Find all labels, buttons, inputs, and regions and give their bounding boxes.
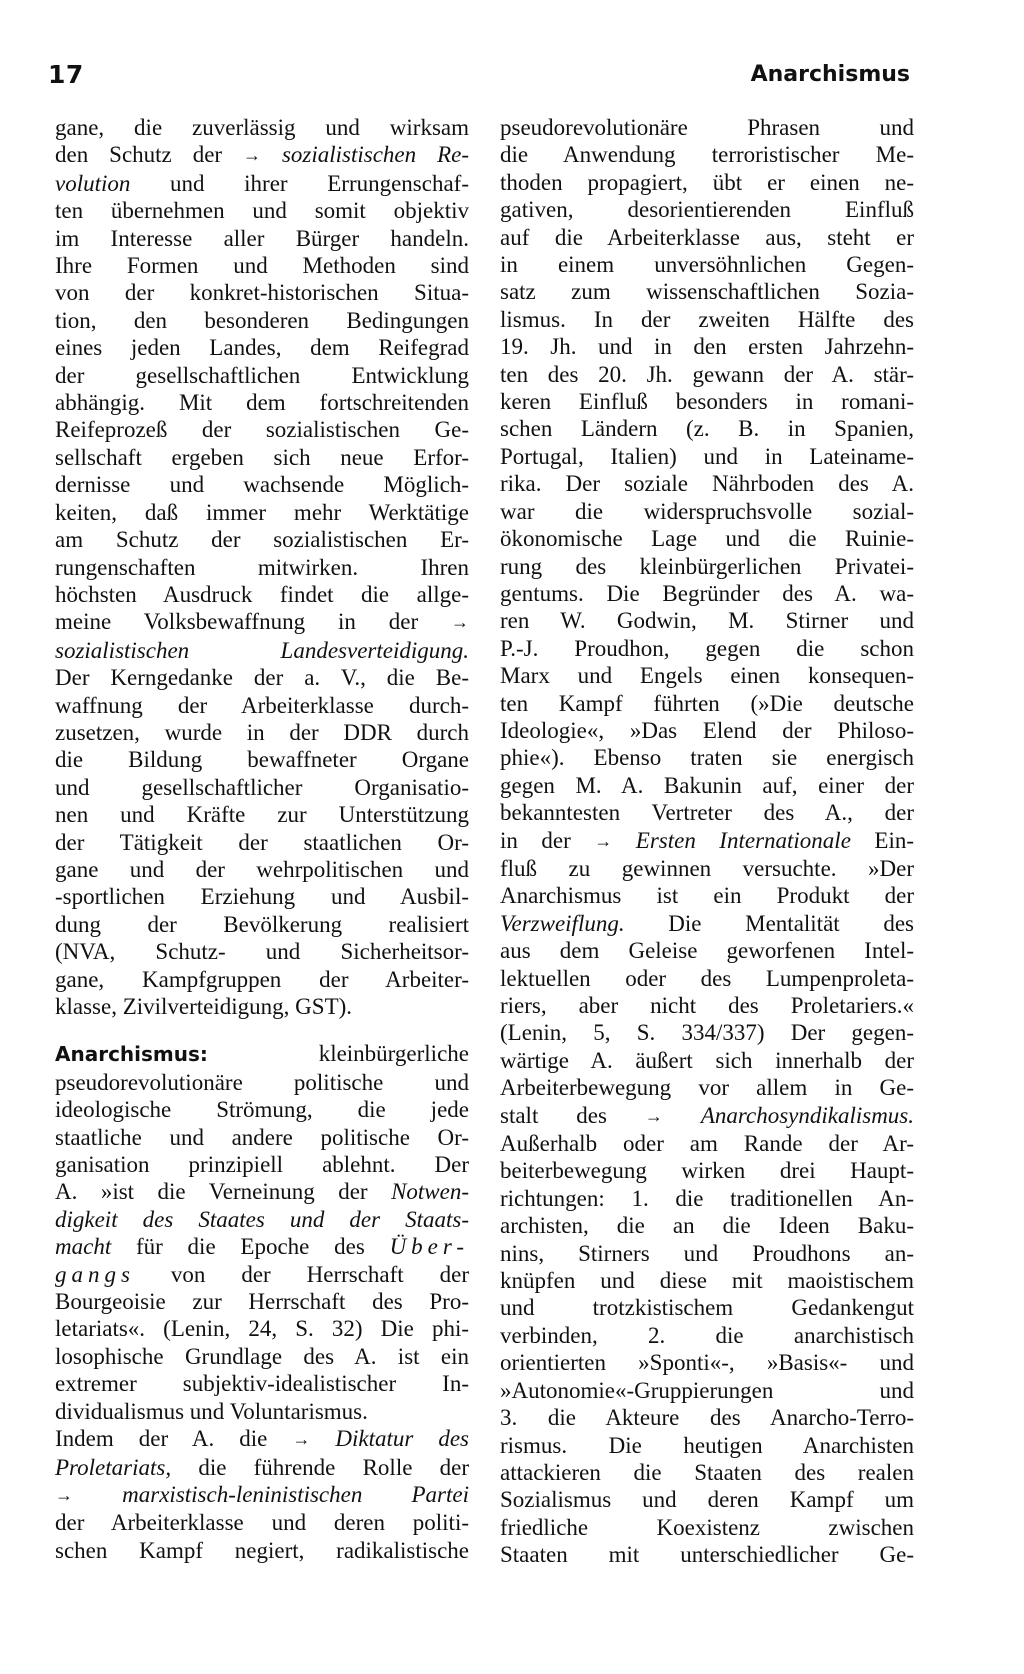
text-line: in einem unversöhnlichen Gegen- bbox=[500, 252, 914, 278]
text-line: -sportlichen Erziehung und Ausbil- bbox=[55, 884, 469, 910]
text-line: Marx und Engels einen konsequen- bbox=[500, 663, 914, 689]
text-line: attackieren die Staaten des realen bbox=[500, 1459, 914, 1485]
text-line: gativen, desorientierenden Einfluß bbox=[500, 197, 914, 223]
text-line: P.-J. Proudhon, gegen die schon bbox=[500, 635, 914, 661]
text-line: ten übernehmen und somit objektiv bbox=[55, 198, 469, 224]
text-line: Proletariats, die führende Rolle der bbox=[55, 1454, 470, 1480]
text-line: losophische Grundlage des A. ist ein bbox=[55, 1343, 469, 1369]
text-line: Ihre Formen und Methoden sind bbox=[55, 253, 469, 279]
text-line: im Interesse aller Bürger handeln. bbox=[55, 225, 469, 251]
right-column bbox=[500, 114, 914, 1569]
text-line: orientierten »Sponti«-, »Basis«- und bbox=[500, 1350, 914, 1376]
text-line: sellschaft ergeben sich neue Erfor- bbox=[55, 444, 469, 470]
text-line: Außerhalb oder am Rande der Ar- bbox=[500, 1131, 914, 1157]
text-line: gentums. Die Begründer des A. wa- bbox=[500, 580, 914, 606]
text-line: und trotzkistischem Gedankengut bbox=[500, 1295, 914, 1321]
text-line: gane, die zuverlässig und wirksam bbox=[55, 115, 469, 140]
entry-headword: Anarchismus: bbox=[55, 1042, 208, 1067]
text-line: ideologische Strömung, die jede bbox=[55, 1097, 469, 1123]
text-line: ökonomische Lage und die Ruinie- bbox=[500, 526, 914, 552]
arrow-icon: → bbox=[644, 1105, 663, 1126]
text-line: gegen M. A. Bakunin auf, einer der bbox=[500, 772, 914, 798]
text-line: lektuellen oder des Lumpenproleta- bbox=[500, 965, 914, 991]
text-line: der gesellschaftlichen Entwicklung bbox=[55, 362, 469, 388]
text-line: Portugal, Italien) und in Lateiname- bbox=[500, 443, 914, 469]
text-line: ten des 20. Jh. gewann der A. stär- bbox=[500, 361, 914, 387]
text-line: gane und der wehrpolitischen und bbox=[55, 856, 469, 882]
text-line: wärtige A. äußert sich innerhalb der bbox=[500, 1047, 914, 1073]
text-line: beiterbewegung wirken drei Haupt- bbox=[500, 1158, 914, 1184]
text-line: ganisation prinzipiell ablehnt. Der bbox=[55, 1152, 469, 1178]
text-line: rismus. Die heutigen Anarchisten bbox=[500, 1432, 914, 1458]
text-line: abhängig. Mit dem fortschreitenden bbox=[55, 390, 469, 416]
cross-reference[interactable]: sozialistischen Re- bbox=[281, 142, 469, 168]
text-line: Sozialismus und deren Kampf um bbox=[500, 1487, 914, 1513]
cross-reference[interactable]: Anarchosyndikalismus. bbox=[700, 1102, 914, 1128]
text-line: bekanntesten Vertreter des A., der bbox=[500, 800, 914, 826]
text-line: waffnung der Arbeiterklasse durch- bbox=[55, 692, 469, 718]
text-line: thoden propagiert, übt er einen ne- bbox=[500, 169, 914, 195]
arrow-icon: → bbox=[451, 612, 469, 633]
text-line: zusetzen, wurde in der DDR durch bbox=[55, 719, 469, 745]
text-line: die Anwendung terroristischer Me- bbox=[500, 142, 914, 168]
left-column bbox=[55, 114, 469, 1564]
text-line: archisten, die an die Ideen Baku- bbox=[500, 1213, 914, 1239]
text-line: dernisse und wachsende Möglich- bbox=[55, 472, 469, 498]
text-line: eines jeden Landes, dem Reifegrad bbox=[55, 335, 469, 361]
text-line: satz zum wissenschaftlichen Sozia- bbox=[500, 279, 914, 305]
cross-reference[interactable]: marxistisch-leninistischen Partei bbox=[122, 1481, 469, 1507]
arrow-icon: → bbox=[594, 830, 613, 851]
text-line: ten Kampf führten (»Die deutsche bbox=[500, 690, 914, 716]
text-line: extremer subjektiv-idealistischer In- bbox=[55, 1371, 469, 1397]
text-line: Staaten mit unterschiedlicher Ge- bbox=[500, 1542, 914, 1568]
text-line: friedliche Koexistenz zwischen bbox=[500, 1514, 914, 1540]
text-line: macht für die Epoche des Über- bbox=[55, 1234, 470, 1260]
text-line: pseudorevolutionäre politische und bbox=[55, 1069, 469, 1095]
text-line: schen Ländern (z. B. in Spanien, bbox=[500, 416, 914, 442]
page-number: 17 bbox=[48, 60, 84, 89]
text-line: und gesellschaftlicher Organisatio- bbox=[55, 774, 469, 800]
text-line: aus dem Geleise geworfenen Intel- bbox=[500, 938, 914, 964]
text-line: nins, Stirners und Proudhons an- bbox=[500, 1240, 914, 1266]
text-line: schen Kampf negiert, radikalistische bbox=[55, 1537, 469, 1563]
text-line: rika. Der soziale Nährboden des A. bbox=[500, 471, 914, 497]
text-line: verbinden, 2. die anarchistisch bbox=[500, 1322, 914, 1348]
cross-reference[interactable]: Ersten Internationale bbox=[635, 827, 851, 853]
text-line: knüpfen und diese mit maoistischem bbox=[500, 1268, 914, 1294]
text-line: ren W. Godwin, M. Stirner und bbox=[500, 608, 914, 634]
text-line: die Bildung bewaffneter Organe bbox=[55, 747, 469, 773]
text-line: pseudorevolutionäre Phrasen und bbox=[500, 115, 914, 140]
text-line: (NVA, Schutz- und Sicherheitsor- bbox=[55, 939, 469, 965]
entry-first-line: Anarchismus: kleinbürgerliche bbox=[55, 1041, 469, 1067]
text-line: A. »ist die Verneinung der Notwen- bbox=[55, 1179, 470, 1205]
text-line: richtungen: 1. die traditionellen An- bbox=[500, 1185, 914, 1211]
text-line: »Autonomie«-Gruppierungen und bbox=[500, 1377, 914, 1403]
text-line: der Tätigkeit der staatlichen Or- bbox=[55, 829, 469, 855]
cross-reference[interactable]: sozialistischen Landesverteidigung. bbox=[55, 637, 469, 663]
text-line: Reifeprozeß der sozialistischen Ge- bbox=[55, 417, 469, 443]
text-line: Der Kerngedanke der a. V., die Be- bbox=[55, 665, 469, 691]
arrow-icon: → bbox=[292, 1429, 311, 1450]
arrow-icon: → bbox=[243, 145, 262, 166]
text-line: Anarchismus ist ein Produkt der bbox=[500, 883, 914, 909]
text-line: phie«). Ebenso traten sie energisch bbox=[500, 745, 914, 771]
text-line: Arbeiterbewegung vor allem in Ge- bbox=[500, 1075, 914, 1101]
text-line: gane, Kampfgruppen der Arbeiter- bbox=[55, 966, 469, 992]
entry-separator bbox=[55, 1020, 469, 1040]
text-line: letariats«. (Lenin, 24, S. 32) Die phi- bbox=[55, 1316, 469, 1342]
cross-reference[interactable]: Diktatur des bbox=[335, 1426, 469, 1452]
text-line: höchsten Ausdruck findet die allge- bbox=[55, 581, 469, 607]
text-line: digkeit des Staates und der Staats- bbox=[55, 1206, 469, 1232]
text-line: rung des kleinbürgerlichen Privatei- bbox=[500, 553, 914, 579]
text-line: Ideologie«, »Das Elend der Philoso- bbox=[500, 717, 914, 743]
text-line: stalt des → Anarchosyndikalismus. bbox=[500, 1102, 914, 1130]
text-line: den Schutz der → sozialistischen Re- bbox=[55, 141, 469, 169]
running-head: Anarchismus bbox=[750, 62, 910, 87]
text-line: 3. die Akteure des Anarcho-Terro- bbox=[500, 1405, 914, 1431]
text-line: tion, den besonderen Bedingungen bbox=[55, 307, 469, 333]
text-line: in der → Ersten Internationale Ein- bbox=[500, 827, 914, 855]
arrow-icon: → bbox=[55, 1484, 73, 1505]
text-line: war die widerspruchsvolle sozial- bbox=[500, 498, 914, 524]
text-line: nen und Kräfte zur Unterstützung bbox=[55, 802, 469, 828]
text-line bbox=[55, 1481, 469, 1509]
text-line: von der konkret-historischen Situa- bbox=[55, 280, 469, 306]
text-line: riers, aber nicht des Proletariers.« bbox=[500, 993, 914, 1018]
text-line: meine Volksbewaffnung in der → bbox=[55, 608, 469, 636]
text-line: Indem der A. die → Diktatur des bbox=[55, 1425, 469, 1453]
text-line: volution und ihrer Errungenschaf- bbox=[55, 170, 469, 196]
text-line: 19. Jh. und in den ersten Jahrzehn- bbox=[500, 334, 914, 360]
text-line: auf die Arbeiterklasse aus, steht er bbox=[500, 224, 914, 250]
text-line: am Schutz der sozialistischen Er- bbox=[55, 527, 469, 553]
text-line: gangs von der Herrschaft der bbox=[55, 1261, 469, 1287]
text-line: keren Einfluß besonders in romani- bbox=[500, 389, 914, 415]
text-line: staatliche und andere politische Or- bbox=[55, 1124, 469, 1150]
cross-reference[interactable]: Proletariats, bbox=[55, 1454, 172, 1480]
text-line bbox=[55, 637, 469, 664]
text-line: dividualismus und Voluntarismus. bbox=[55, 1398, 368, 1424]
text-line: der Arbeiterklasse und deren politi- bbox=[55, 1510, 469, 1536]
text-line: dung der Bevölkerung realisiert bbox=[55, 911, 469, 937]
text-line: Bourgeoisie zur Herrschaft des Pro- bbox=[55, 1289, 469, 1315]
text-line: fluß zu gewinnen versuchte. »Der bbox=[500, 855, 914, 881]
text-line: (Lenin, 5, S. 334/337) Der gegen- bbox=[500, 1020, 914, 1046]
text-line: keiten, daß immer mehr Werktätige bbox=[55, 499, 469, 525]
text-line: lismus. In der zweiten Hälfte des bbox=[500, 306, 914, 332]
text-line: klasse, Zivilverteidigung, GST). bbox=[55, 994, 353, 1019]
text-line: Verzweiflung. Die Mentalität des bbox=[500, 910, 914, 936]
text-line: rungenschaften mitwirken. Ihren bbox=[55, 554, 469, 580]
cross-reference[interactable]: volution bbox=[55, 170, 131, 196]
